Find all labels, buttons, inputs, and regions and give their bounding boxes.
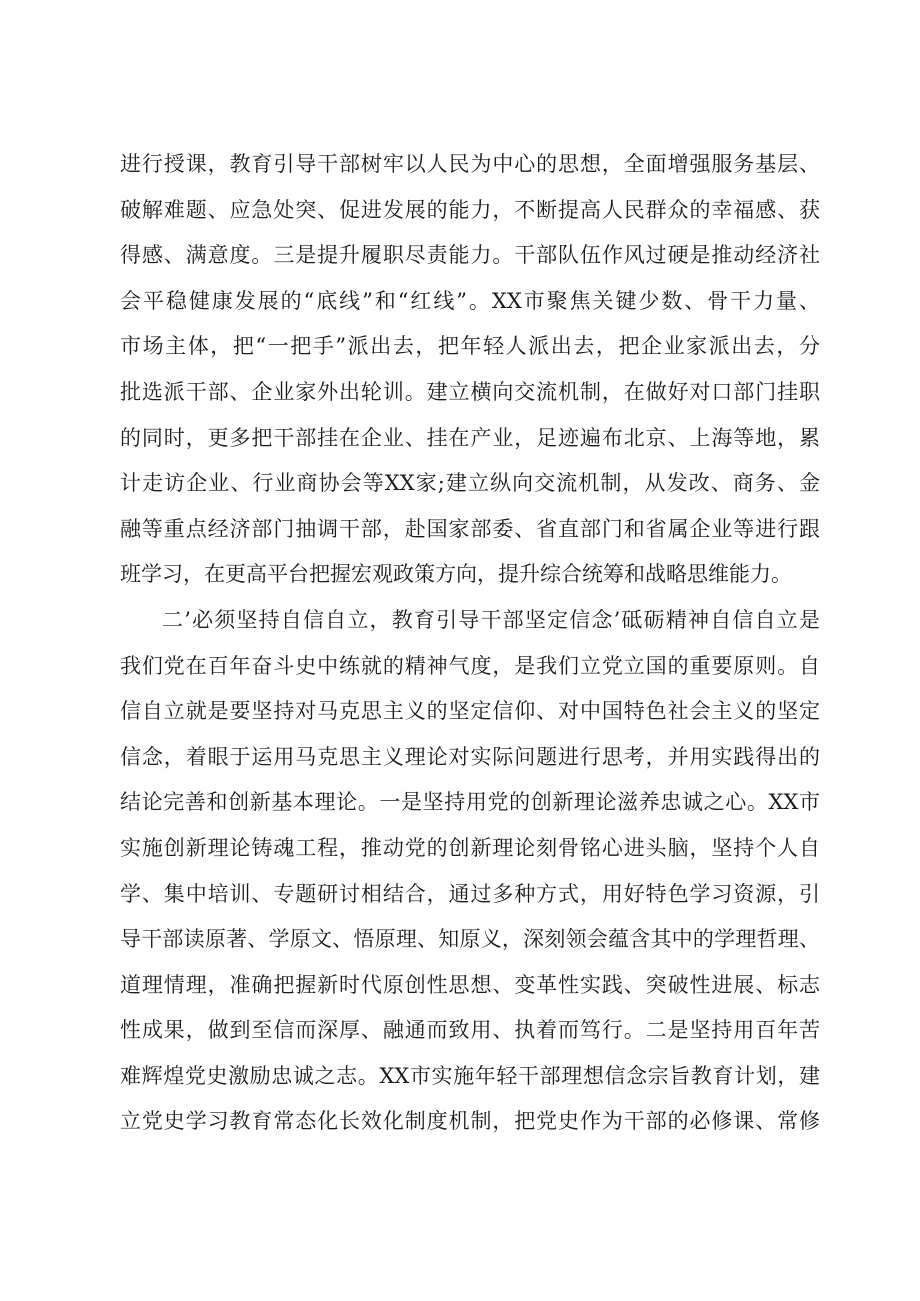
text-line: 性成果，做到至信而深厚、融通而致用、执着而笃行。二是坚持用百年苦	[120, 1018, 820, 1043]
paragraph-1	[120, 142, 820, 598]
text-line: 信自立就是要坚持对马克思主义的坚定信仰、对中国特色社会主义的坚定	[120, 699, 820, 724]
text-line: 二’必须坚持自信自立，教育引导干部坚定信念’砥砺精神自信自立是	[162, 607, 820, 632]
text-line: 我们党在百年奋斗史中练就的精神气度，是我们立党立国的重要原则。自	[120, 653, 820, 678]
paragraph-2	[120, 598, 820, 1145]
text-line: 道理情理，准确把握新时代原创性思想、变革性实践、突破性进展、标志	[120, 972, 820, 997]
text-line: 进行授课，教育引导干部树牢以人民为中心的思想，全面增强服务基层、	[120, 152, 820, 176]
text-line: 得感、满意度。三是提升履职尽责能力。干部队伍作风过硬是推动经济社	[120, 243, 820, 268]
text-line: 班学习，在更高平台把握宏观政策方向，提升综合统筹和战略思维能力。	[120, 562, 792, 587]
text-line: 信念，着眼于运用马克思主义理论对实际问题进行思考，并用实践得出的	[120, 744, 820, 769]
text-line: 学、集中培训、专题研讨相结合，通过多种方式，用好特色学习资源，引	[120, 881, 820, 906]
text-line: 会平稳健康发展的“底线”和“红线”。XX市聚焦关键少数、骨干力量、	[120, 288, 820, 313]
text-line: 难辉煌党史激励忠诚之志。XX市实施年轻干部理想信念宗旨教育计划，建	[120, 1063, 820, 1088]
text-line: 立党史学习教育常态化长效化制度机制，把党史作为干部的必修课、常修	[120, 1109, 820, 1134]
text-line: 批选派干部、企业家外出轮训。建立横向交流机制，在做好对口部门挂职	[120, 379, 820, 404]
text-line: 市场主体，把“一把手”派出去，把年轻人派出去，把企业家派出去，分	[120, 334, 820, 359]
document-body	[120, 142, 820, 1145]
text-line: 融等重点经济部门抽调干部，赴国家部委、省直部门和省属企业等进行跟	[120, 516, 820, 541]
text-line: 计走访企业、行业商协会等XX家;建立纵向交流机制，从发改、商务、金	[120, 471, 820, 496]
text-line: 的同时，更多把干部挂在企业、挂在产业，足迹遍布北京、上海等地，累	[120, 425, 820, 450]
text-line: 破解难题、应急处突、促进发展的能力，不断提高人民群众的幸福感、获	[120, 197, 820, 222]
text-line: 导干部读原著、学原文、悟原理、知原义，深刻领会蕴含其中的学理哲理、	[120, 927, 820, 952]
text-line: 结论完善和创新基本理论。一是坚持用党的创新理论滋养忠诚之心。XX市	[120, 790, 820, 815]
text-line: 实施创新理论铸魂工程，推动党的创新理论刻骨铭心进头脑，坚持个人自	[120, 835, 820, 860]
